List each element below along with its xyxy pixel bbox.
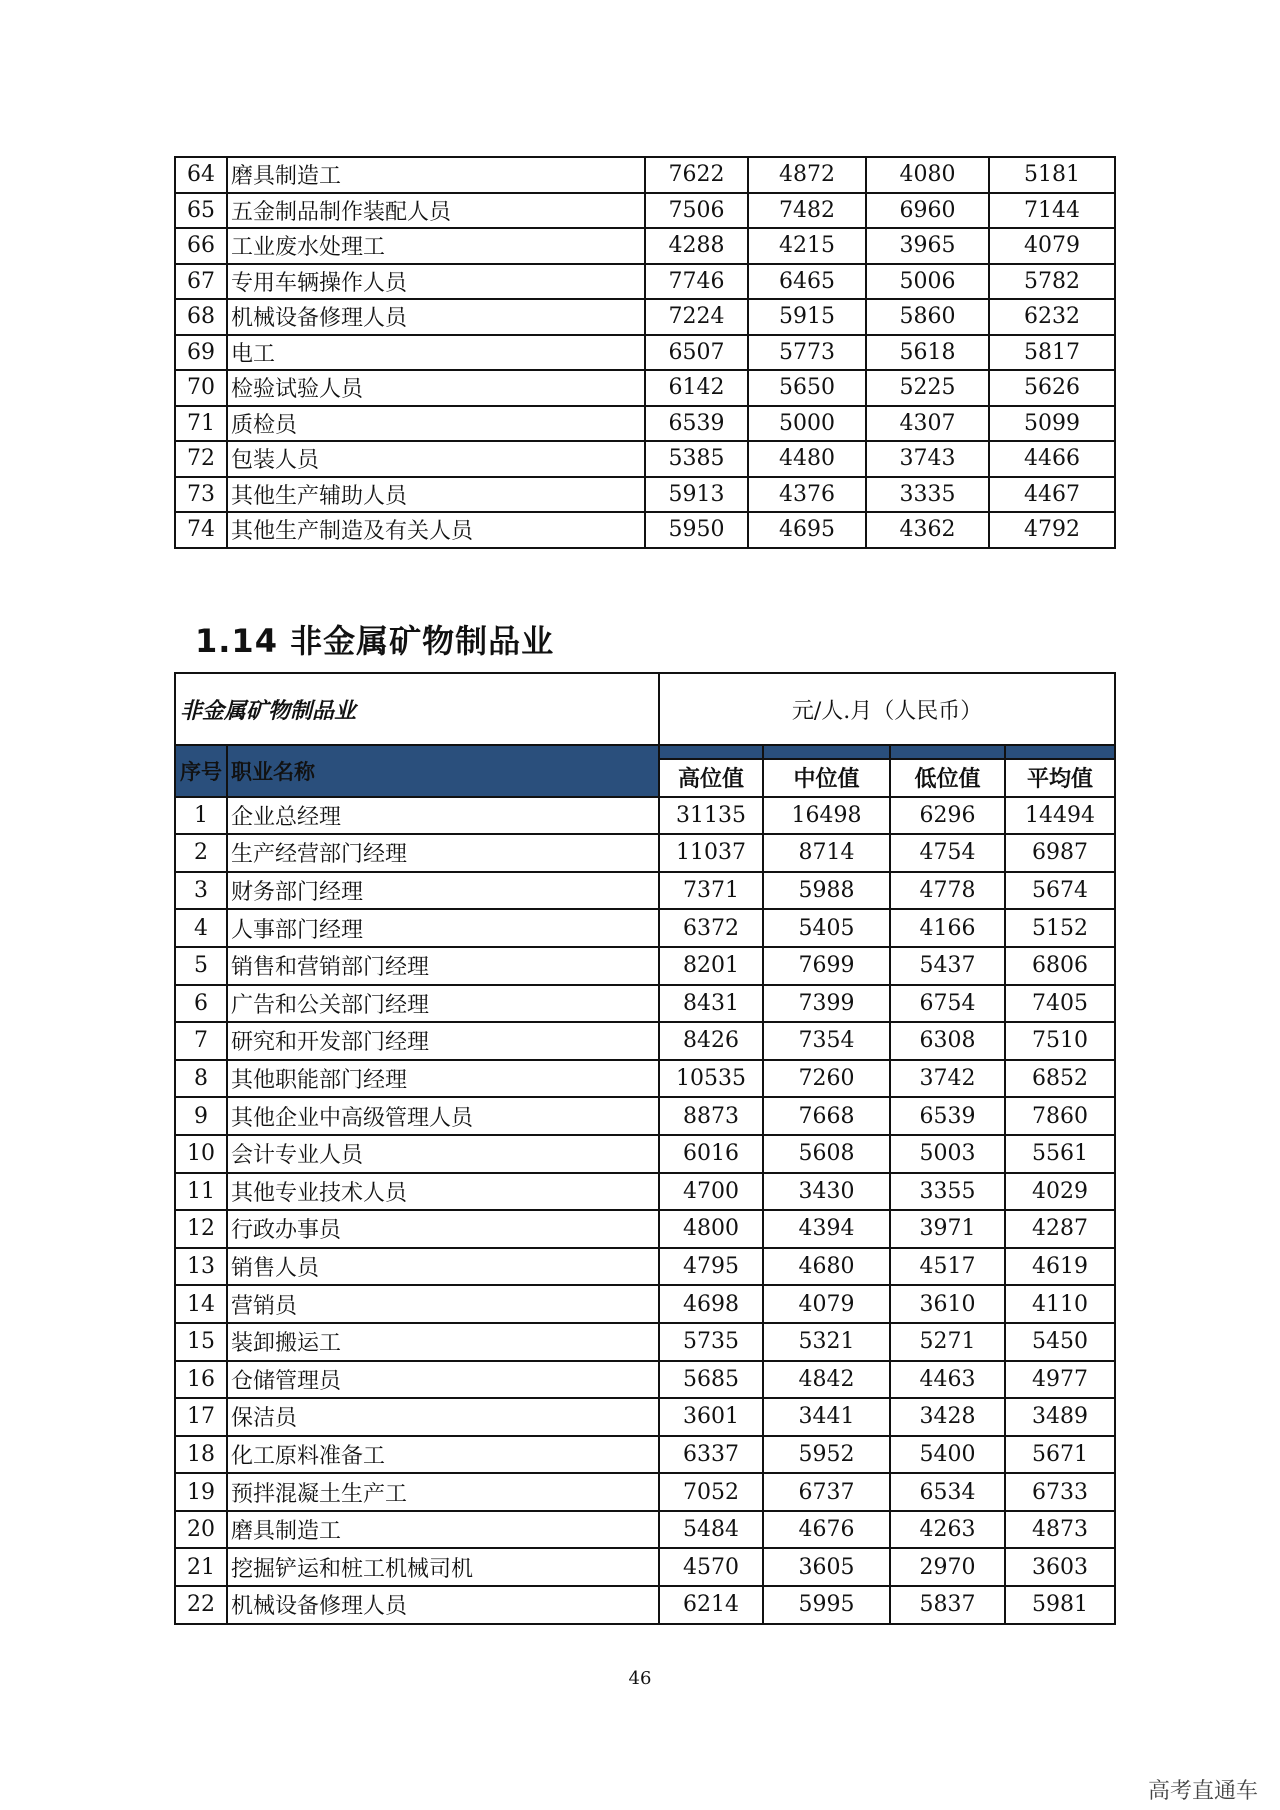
cell-low: 5618: [866, 335, 989, 371]
table-row: [175, 909, 1115, 947]
cell-high: 6214: [659, 1586, 763, 1624]
cell-avg: 7860: [1005, 1097, 1115, 1135]
cell-mid: 4680: [763, 1248, 890, 1286]
cell-avg: 14494: [1005, 797, 1115, 835]
cell-no: 6: [175, 985, 227, 1023]
table-row: [175, 1097, 1115, 1135]
table-row: [175, 477, 1115, 513]
cell-high: 7746: [645, 264, 748, 300]
cell-mid: 6737: [763, 1473, 890, 1511]
cell-high: 7622: [645, 157, 748, 193]
cell-high: 11037: [659, 834, 763, 872]
table-row: [175, 947, 1115, 985]
cell-high: 6142: [645, 370, 748, 406]
cell-high: 5735: [659, 1323, 763, 1361]
cell-low: 4080: [866, 157, 989, 193]
cell-avg: 5099: [989, 406, 1115, 442]
cell-avg: 4287: [1005, 1210, 1115, 1248]
cell-high: 6372: [659, 909, 763, 947]
cell-high: 7506: [645, 193, 748, 229]
cell-no: 72: [175, 441, 227, 477]
cell-low: 5860: [866, 299, 989, 335]
cell-low: 3610: [890, 1285, 1005, 1323]
cell-no: 22: [175, 1586, 227, 1624]
cell-avg: 7144: [989, 193, 1115, 229]
cell-name: 生产经营部门经理: [227, 834, 659, 872]
table-row: [175, 406, 1115, 442]
table-row: [175, 834, 1115, 872]
cell-low: 4778: [890, 872, 1005, 910]
cell-no: 74: [175, 512, 227, 548]
cell-low: 6534: [890, 1473, 1005, 1511]
cell-mid: 7482: [748, 193, 866, 229]
cell-mid: 5650: [748, 370, 866, 406]
cell-avg: 4079: [989, 228, 1115, 264]
cell-low: 6539: [890, 1097, 1005, 1135]
cell-mid: 7699: [763, 947, 890, 985]
cell-no: 8: [175, 1060, 227, 1098]
cell-high: 7224: [645, 299, 748, 335]
cell-no: 17: [175, 1398, 227, 1436]
table-header-band: [175, 745, 1115, 759]
cell-no: 10: [175, 1135, 227, 1173]
cell-mid: 3605: [763, 1548, 890, 1586]
cell-no: 69: [175, 335, 227, 371]
cell-name: 化工原料准备工: [227, 1436, 659, 1474]
cell-name: 行政办事员: [227, 1210, 659, 1248]
cell-low: 3335: [866, 477, 989, 513]
table-main-body: [175, 797, 1115, 1624]
cell-low: 5400: [890, 1436, 1005, 1474]
cell-mid: 3430: [763, 1173, 890, 1211]
cell-name: 包装人员: [227, 441, 645, 477]
table-row: [175, 441, 1115, 477]
cell-mid: 4695: [748, 512, 866, 548]
cell-name: 其他专业技术人员: [227, 1173, 659, 1211]
cell-high: 4698: [659, 1285, 763, 1323]
cell-avg: 4792: [989, 512, 1115, 548]
table-row: [175, 1248, 1115, 1286]
cell-avg: 6232: [989, 299, 1115, 335]
cell-mid: 4676: [763, 1511, 890, 1549]
cell-mid: 4376: [748, 477, 866, 513]
cell-mid: 4872: [748, 157, 866, 193]
cell-name: 机械设备修理人员: [227, 299, 645, 335]
cell-no: 70: [175, 370, 227, 406]
cell-avg: 5626: [989, 370, 1115, 406]
cell-name: 磨具制造工: [227, 157, 645, 193]
cell-name: 检验试验人员: [227, 370, 645, 406]
cell-low: 6754: [890, 985, 1005, 1023]
header-band-cell: [763, 745, 890, 759]
cell-name: 广告和公关部门经理: [227, 985, 659, 1023]
cell-no: 21: [175, 1548, 227, 1586]
cell-no: 15: [175, 1323, 227, 1361]
cell-name: 营销员: [227, 1285, 659, 1323]
cell-mid: 4394: [763, 1210, 890, 1248]
cell-avg: 4110: [1005, 1285, 1115, 1323]
cell-avg: 4873: [1005, 1511, 1115, 1549]
cell-avg: 6852: [1005, 1060, 1115, 1098]
cell-name: 销售和营销部门经理: [227, 947, 659, 985]
cell-no: 4: [175, 909, 227, 947]
header-band-cell: [659, 745, 763, 759]
header-band-cell: [890, 745, 1005, 759]
cell-low: 5271: [890, 1323, 1005, 1361]
cell-low: 4517: [890, 1248, 1005, 1286]
cell-mid: 5988: [763, 872, 890, 910]
cell-no: 2: [175, 834, 227, 872]
table-previous-body: [175, 157, 1115, 548]
table-row: [175, 872, 1115, 910]
cell-low: 4263: [890, 1511, 1005, 1549]
cell-avg: 7510: [1005, 1022, 1115, 1060]
table-row: [175, 512, 1115, 548]
cell-mid: 5995: [763, 1586, 890, 1624]
cell-low: 4307: [866, 406, 989, 442]
cell-high: 8201: [659, 947, 763, 985]
cell-name: 质检员: [227, 406, 645, 442]
cell-no: 67: [175, 264, 227, 300]
cell-mid: 5405: [763, 909, 890, 947]
cell-high: 4288: [645, 228, 748, 264]
cell-low: 6296: [890, 797, 1005, 835]
cell-low: 3971: [890, 1210, 1005, 1248]
cell-name: 销售人员: [227, 1248, 659, 1286]
cell-no: 1: [175, 797, 227, 835]
cell-high: 5950: [645, 512, 748, 548]
cell-avg: 5674: [1005, 872, 1115, 910]
cell-mid: 5321: [763, 1323, 890, 1361]
page-number: 46: [628, 1668, 652, 1689]
cell-low: 4754: [890, 834, 1005, 872]
cell-mid: 5773: [748, 335, 866, 371]
table-row: [175, 1323, 1115, 1361]
cell-mid: 4842: [763, 1361, 890, 1399]
cell-name: 企业总经理: [227, 797, 659, 835]
cell-low: 3428: [890, 1398, 1005, 1436]
table-row: [175, 370, 1115, 406]
cell-no: 3: [175, 872, 227, 910]
cell-low: 4362: [866, 512, 989, 548]
cell-no: 7: [175, 1022, 227, 1060]
cell-name: 电工: [227, 335, 645, 371]
table-row: [175, 1473, 1115, 1511]
cell-low: 5003: [890, 1135, 1005, 1173]
cell-mid: 6465: [748, 264, 866, 300]
header-low: 低位值: [890, 759, 1005, 797]
cell-low: 3965: [866, 228, 989, 264]
cell-high: 6539: [645, 406, 748, 442]
table-previous-section: [174, 156, 1116, 549]
cell-name: 磨具制造工: [227, 1511, 659, 1549]
cell-low: 6308: [890, 1022, 1005, 1060]
cell-name: 机械设备修理人员: [227, 1586, 659, 1624]
cell-avg: 7405: [1005, 985, 1115, 1023]
cell-avg: 5181: [989, 157, 1115, 193]
header-name: 职业名称: [227, 745, 659, 797]
cell-name: 其他生产辅助人员: [227, 477, 645, 513]
cell-mid: 8714: [763, 834, 890, 872]
header-avg: 平均值: [1005, 759, 1115, 797]
table-row: [175, 1022, 1115, 1060]
cell-low: 3742: [890, 1060, 1005, 1098]
table-title: 非金属矿物制品业: [175, 673, 659, 745]
cell-avg: 4977: [1005, 1361, 1115, 1399]
cell-high: 6016: [659, 1135, 763, 1173]
cell-mid: 5915: [748, 299, 866, 335]
cell-no: 9: [175, 1097, 227, 1135]
table-row: [175, 1060, 1115, 1098]
cell-high: 8873: [659, 1097, 763, 1135]
cell-mid: 4215: [748, 228, 866, 264]
cell-avg: 6987: [1005, 834, 1115, 872]
cell-low: 5225: [866, 370, 989, 406]
cell-avg: 4466: [989, 441, 1115, 477]
cell-name: 会计专业人员: [227, 1135, 659, 1173]
cell-no: 68: [175, 299, 227, 335]
cell-low: 4463: [890, 1361, 1005, 1399]
cell-low: 5437: [890, 947, 1005, 985]
cell-no: 18: [175, 1436, 227, 1474]
cell-name: 其他生产制造及有关人员: [227, 512, 645, 548]
table-row: [175, 157, 1115, 193]
cell-low: 4166: [890, 909, 1005, 947]
table-unit: 元/人.月（人民币）: [659, 673, 1115, 745]
cell-low: 5006: [866, 264, 989, 300]
cell-high: 5913: [645, 477, 748, 513]
header-band-cell: [1005, 745, 1115, 759]
table-row: [175, 1548, 1115, 1586]
table-row: [175, 1210, 1115, 1248]
cell-high: 5484: [659, 1511, 763, 1549]
cell-no: 20: [175, 1511, 227, 1549]
table-row: [175, 1436, 1115, 1474]
header-high: 高位值: [659, 759, 763, 797]
cell-name: 仓储管理员: [227, 1361, 659, 1399]
cell-high: 3601: [659, 1398, 763, 1436]
watermark: 高考直通车: [1147, 1779, 1258, 1804]
cell-high: 7371: [659, 872, 763, 910]
cell-avg: 5450: [1005, 1323, 1115, 1361]
cell-avg: 6733: [1005, 1473, 1115, 1511]
cell-high: 5385: [645, 441, 748, 477]
cell-name: 五金制品制作装配人员: [227, 193, 645, 229]
cell-high: 10535: [659, 1060, 763, 1098]
cell-no: 73: [175, 477, 227, 513]
cell-mid: 7668: [763, 1097, 890, 1135]
table-row: [175, 193, 1115, 229]
cell-mid: 16498: [763, 797, 890, 835]
header-mid: 中位值: [763, 759, 890, 797]
cell-high: 31135: [659, 797, 763, 835]
cell-name: 其他企业中高级管理人员: [227, 1097, 659, 1135]
table-nonmetallic-minerals: [174, 672, 1116, 1625]
table-row: [175, 1173, 1115, 1211]
table-row: [175, 228, 1115, 264]
section-heading: 1.14 非金属矿物制品业: [195, 622, 555, 660]
cell-high: 5685: [659, 1361, 763, 1399]
cell-mid: 7260: [763, 1060, 890, 1098]
cell-avg: 3603: [1005, 1548, 1115, 1586]
cell-high: 8426: [659, 1022, 763, 1060]
cell-high: 4570: [659, 1548, 763, 1586]
cell-no: 14: [175, 1285, 227, 1323]
table-row: [175, 985, 1115, 1023]
cell-name: 装卸搬运工: [227, 1323, 659, 1361]
cell-name: 财务部门经理: [227, 872, 659, 910]
cell-avg: 6806: [1005, 947, 1115, 985]
cell-low: 3743: [866, 441, 989, 477]
cell-no: 12: [175, 1210, 227, 1248]
cell-name: 挖掘铲运和桩工机械司机: [227, 1548, 659, 1586]
table-row: [175, 1361, 1115, 1399]
cell-avg: 5152: [1005, 909, 1115, 947]
cell-avg: 4619: [1005, 1248, 1115, 1286]
cell-mid: 5000: [748, 406, 866, 442]
cell-avg: 4029: [1005, 1173, 1115, 1211]
cell-no: 5: [175, 947, 227, 985]
cell-mid: 5952: [763, 1436, 890, 1474]
cell-name: 预拌混凝土生产工: [227, 1473, 659, 1511]
cell-mid: 4480: [748, 441, 866, 477]
cell-name: 人事部门经理: [227, 909, 659, 947]
cell-no: 16: [175, 1361, 227, 1399]
cell-avg: 5561: [1005, 1135, 1115, 1173]
cell-high: 6507: [645, 335, 748, 371]
cell-high: 7052: [659, 1473, 763, 1511]
cell-avg: 5782: [989, 264, 1115, 300]
cell-name: 专用车辆操作人员: [227, 264, 645, 300]
table-row: [175, 264, 1115, 300]
cell-name: 工业废水处理工: [227, 228, 645, 264]
cell-mid: 7399: [763, 985, 890, 1023]
cell-high: 8431: [659, 985, 763, 1023]
table-row: [175, 1511, 1115, 1549]
cell-low: 2970: [890, 1548, 1005, 1586]
cell-avg: 5671: [1005, 1436, 1115, 1474]
cell-low: 6960: [866, 193, 989, 229]
cell-avg: 4467: [989, 477, 1115, 513]
cell-mid: 3441: [763, 1398, 890, 1436]
table-row: [175, 299, 1115, 335]
cell-name: 其他职能部门经理: [227, 1060, 659, 1098]
cell-no: 71: [175, 406, 227, 442]
table-row: [175, 1135, 1115, 1173]
header-no: 序号: [175, 745, 227, 797]
cell-high: 4795: [659, 1248, 763, 1286]
table-row: [175, 797, 1115, 835]
table-row: [175, 335, 1115, 371]
cell-no: 65: [175, 193, 227, 229]
cell-avg: 5981: [1005, 1586, 1115, 1624]
cell-avg: 3489: [1005, 1398, 1115, 1436]
cell-mid: 5608: [763, 1135, 890, 1173]
cell-name: 研究和开发部门经理: [227, 1022, 659, 1060]
cell-no: 13: [175, 1248, 227, 1286]
cell-no: 64: [175, 157, 227, 193]
cell-high: 4800: [659, 1210, 763, 1248]
cell-avg: 5817: [989, 335, 1115, 371]
cell-low: 5837: [890, 1586, 1005, 1624]
cell-mid: 4079: [763, 1285, 890, 1323]
cell-mid: 7354: [763, 1022, 890, 1060]
cell-no: 19: [175, 1473, 227, 1511]
table-row: [175, 1398, 1115, 1436]
table-row: [175, 1586, 1115, 1624]
cell-name: 保洁员: [227, 1398, 659, 1436]
cell-low: 3355: [890, 1173, 1005, 1211]
table-row: [175, 1285, 1115, 1323]
cell-no: 66: [175, 228, 227, 264]
cell-no: 11: [175, 1173, 227, 1211]
cell-high: 6337: [659, 1436, 763, 1474]
cell-high: 4700: [659, 1173, 763, 1211]
table-title-row: [175, 673, 1115, 745]
